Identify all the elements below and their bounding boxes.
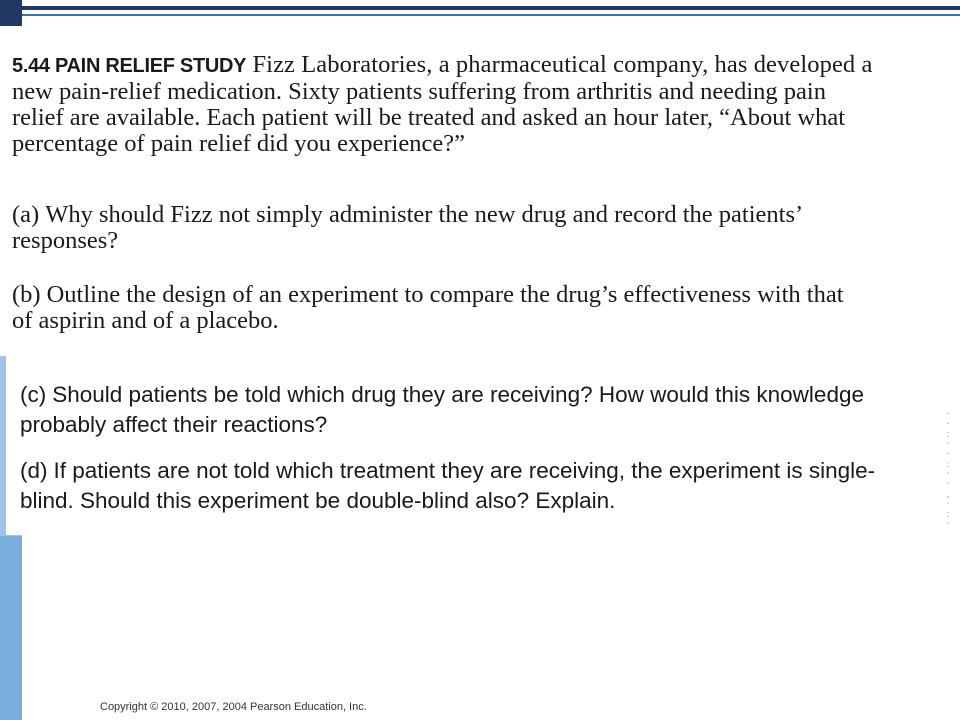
problem-intro-line: new pain-relief medication. Sixty patients suffering from arthritis and needing pain — [12, 78, 826, 105]
question-line: Should patients be told which drug they are receiving? How would this knowledge — [52, 382, 864, 407]
question-d — [20, 456, 956, 516]
question-line: probably affect their reactions? — [20, 412, 328, 437]
left-bar-steel-segment — [0, 536, 22, 720]
question-line: responses? — [12, 227, 119, 254]
problem-intro-line: percentage of pain relief did you experience?” — [12, 130, 465, 157]
scanned-textbook-excerpt — [6, 40, 956, 535]
question-a — [12, 202, 948, 254]
question-line: of aspirin and of a placebo. — [12, 307, 279, 334]
problem-intro-line: relief are available. Each patient will be treated and asked an hour later, “About what — [12, 104, 845, 131]
top-rule-thick — [22, 6, 960, 10]
problem-intro-line: Fizz Laboratories, a pharmaceutical company, has developed a — [252, 51, 873, 78]
left-bar-dark-segment — [0, 0, 22, 26]
question-b — [12, 282, 948, 334]
problem-number: 5.44 PAIN RELIEF STUDY — [12, 55, 247, 77]
question-label: (b) — [12, 281, 41, 308]
problem-line-1 — [12, 52, 948, 79]
question-label: (c) — [20, 382, 47, 407]
copyright-footer: Copyright © 2010, 2007, 2004 Pearson Education, Inc. — [100, 701, 367, 713]
question-line: blind. Should this experiment be double-blind also? Explain. — [20, 488, 616, 513]
question-line: If patients are not told which treatment they are receiving, the experiment is single- — [53, 458, 876, 483]
problem-statement — [12, 52, 948, 157]
question-line: Why should Fizz not simply administer the new drug and record the patients’ — [45, 201, 804, 228]
question-label: (d) — [20, 458, 48, 483]
top-rule-thin — [22, 14, 960, 16]
question-c — [20, 380, 956, 440]
question-line: Outline the design of an experiment to compare the drug’s effectiveness with that — [46, 281, 844, 308]
question-label: (a) — [12, 201, 40, 228]
scan-noise-decoration: · · : · · : · · , · : · — [946, 409, 950, 530]
